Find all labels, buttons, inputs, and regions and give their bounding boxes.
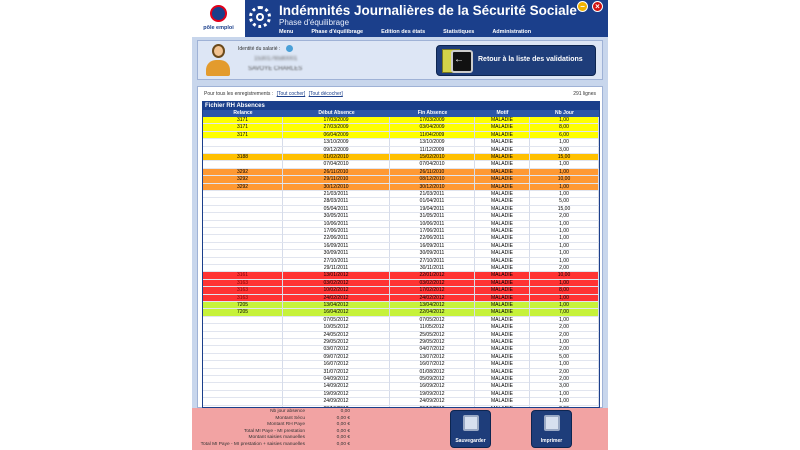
table-row[interactable] [203, 287, 599, 294]
table-row[interactable] [203, 324, 599, 331]
table-cell-relance: 3163 [203, 287, 283, 294]
table-cell-debut: 13/10/2009 [283, 139, 390, 146]
table-cell-relance [203, 265, 283, 272]
table-cell-nb: 6,00 [530, 132, 599, 139]
table-cell-relance [203, 206, 283, 213]
table-cell-fin: 17/02/2012 [390, 287, 475, 294]
table-row[interactable] [203, 280, 599, 287]
table-cell-debut: 05/04/2011 [283, 206, 390, 213]
table-cell-motif: MALADIE [475, 295, 530, 302]
summary-value: 0,00 € [336, 428, 350, 434]
avatar [206, 44, 230, 77]
table-cell-relance [203, 332, 283, 339]
table-cell-motif: MALADIE [475, 332, 530, 339]
table-row[interactable] [203, 243, 599, 250]
table-cell-motif: MALADIE [475, 117, 530, 124]
app-title: Indémnités Journalières de la Sécurité Sociale [279, 3, 577, 18]
table-cell-relance [203, 339, 283, 346]
table-cell-debut: 10/02/2012 [283, 287, 390, 294]
table-cell-nb: 1,00 [530, 139, 599, 146]
back-to-validations-button[interactable]: ← Retour à la liste des validations [436, 45, 596, 76]
table-cell-debut: 07/04/2010 [283, 161, 390, 168]
gear-icon [249, 6, 271, 28]
table-row[interactable] [203, 332, 599, 339]
table-cell-nb: 2,00 [530, 332, 599, 339]
selection-links [204, 91, 343, 97]
floppy-disk-icon [463, 415, 479, 431]
print-button-label: Imprimer [540, 438, 563, 444]
table-cell-motif: MALADIE [475, 132, 530, 139]
table-cell-nb: 1,00 [530, 235, 599, 242]
menu-item-phase-equilibrage[interactable]: Phase d'équilibrage [311, 29, 364, 35]
table-cell-motif: MALADIE [475, 354, 530, 361]
logo-text: pôle emploi [203, 25, 234, 31]
table-cell-nb: 1,00 [530, 228, 599, 235]
table-cell-debut: 29/11/2011 [283, 265, 390, 272]
table-cell-nb: 2,00 [530, 346, 599, 353]
table-cell-motif: MALADIE [475, 324, 530, 331]
table-cell-debut: 29/05/2012 [283, 339, 390, 346]
table-cell-fin: 13/10/2009 [390, 139, 475, 146]
table-cell-relance [203, 235, 283, 242]
table-cell-relance: 3188 [203, 154, 283, 161]
table-row[interactable] [203, 176, 599, 183]
table-cell-motif: MALADIE [475, 147, 530, 154]
table-cell-nb: 1,00 [530, 169, 599, 176]
table-cell-fin: 31/05/2011 [390, 213, 475, 220]
table-cell-nb: 2,00 [530, 369, 599, 376]
table-cell-fin: 22/04/2012 [390, 309, 475, 316]
table-cell-relance: 3292 [203, 169, 283, 176]
table-row[interactable] [203, 154, 599, 161]
table-cell-debut: 03/07/2012 [283, 346, 390, 353]
summary-value: 0,00 € [336, 442, 350, 447]
grid-title: Fichier RH Absences [203, 102, 599, 110]
table-cell-nb: 1,00 [530, 339, 599, 346]
table-cell-motif: MALADIE [475, 383, 530, 390]
table-cell-debut: 24/09/2012 [283, 398, 390, 405]
table-cell-relance [203, 398, 283, 405]
table-cell-motif: MALADIE [475, 258, 530, 265]
column-header-relance[interactable]: Relance [233, 110, 253, 116]
table-cell-debut: 01/02/2010 [283, 154, 390, 161]
table-cell-motif: MALADIE [475, 243, 530, 250]
table-cell-nb: 1,00 [530, 184, 599, 191]
table-row[interactable] [203, 354, 599, 361]
table-cell-relance [203, 213, 283, 220]
table-cell-debut: 24/05/2012 [283, 332, 390, 339]
row-count: 291 lignes [573, 91, 596, 97]
table-cell-fin: 05/09/2012 [390, 376, 475, 383]
table-row[interactable] [203, 117, 599, 124]
table-cell-fin: 24/02/2012 [390, 295, 475, 302]
table-cell-debut: 06/04/2009 [283, 132, 390, 139]
table-cell-nb: 3,00 [530, 147, 599, 154]
table-cell-motif: MALADIE [475, 250, 530, 257]
table-cell-relance [203, 369, 283, 376]
table-cell-motif: MALADIE [475, 169, 530, 176]
table-cell-relance [203, 221, 283, 228]
table-cell-fin: 07/04/2010 [390, 161, 475, 168]
table-cell-debut: 09/12/2009 [283, 147, 390, 154]
table-cell-relance: 3161 [203, 272, 283, 279]
table-cell-debut: 16/07/2012 [283, 361, 390, 368]
app-header [192, 0, 608, 37]
table-cell-relance [203, 376, 283, 383]
summary-value: 0,00 € [336, 435, 350, 441]
table-row[interactable] [203, 198, 599, 205]
table-cell-fin: 30/09/2011 [390, 250, 475, 257]
table-row[interactable] [203, 258, 599, 265]
table-cell-motif: MALADIE [475, 391, 530, 398]
table-row[interactable] [203, 361, 599, 368]
table-row[interactable] [203, 147, 599, 154]
table-cell-relance [203, 147, 283, 154]
printer-icon [544, 415, 560, 431]
table-cell-relance [203, 139, 283, 146]
table-cell-debut: 21/03/2011 [283, 191, 390, 198]
table-cell-fin: 30/11/2011 [390, 265, 475, 272]
selection-prefix: Pour tous les enregistrements : [204, 91, 274, 97]
table-cell-fin: 16/09/2012 [390, 383, 475, 390]
table-cell-nb: 1,00 [530, 161, 599, 168]
table-cell-debut: 10/06/2011 [283, 221, 390, 228]
table-cell-relance [203, 161, 283, 168]
table-cell-debut: 27/03/2009 [283, 124, 390, 131]
table-cell-motif: MALADIE [475, 221, 530, 228]
table-cell-debut: 28/03/2011 [283, 198, 390, 205]
identity-panel [197, 40, 603, 80]
table-cell-nb: 2,00 [530, 376, 599, 383]
summary-label: Nb jour absence [270, 409, 305, 414]
table-row[interactable] [203, 398, 599, 405]
table-cell-nb: 1,00 [530, 391, 599, 398]
table-cell-motif: MALADIE [475, 213, 530, 220]
table-cell-motif: MALADIE [475, 272, 530, 279]
print-button[interactable] [531, 410, 572, 448]
table-row[interactable] [203, 139, 599, 146]
table-cell-nb: 1,00 [530, 280, 599, 287]
table-cell-nb: 1,00 [530, 258, 599, 265]
table-cell-relance: 3171 [203, 124, 283, 131]
table-cell-motif: MALADIE [475, 346, 530, 353]
app-window [192, 0, 608, 450]
table-cell-motif: MALADIE [475, 184, 530, 191]
table-row[interactable] [203, 132, 599, 139]
menu-item-edition-etats[interactable]: Edition des états [381, 29, 426, 35]
table-cell-motif: MALADIE [475, 302, 530, 309]
save-button-label: Sauvegarder [455, 438, 486, 444]
table-cell-fin: 22/06/2011 [390, 235, 475, 242]
table-cell-fin: 16/09/2011 [390, 243, 475, 250]
table-row[interactable] [203, 235, 599, 242]
table-row[interactable] [203, 221, 599, 228]
table-cell-fin: 01/04/2011 [390, 198, 475, 205]
table-cell-fin: 26/11/2010 [390, 169, 475, 176]
table-row[interactable] [203, 309, 599, 316]
table-cell-relance [203, 258, 283, 265]
table-row[interactable] [203, 391, 599, 398]
table-cell-fin: 24/09/2012 [390, 398, 475, 405]
table-cell-nb: 2,00 [530, 213, 599, 220]
summary-label: Montant saisies manuelles [248, 435, 305, 441]
table-cell-debut: 29/11/2010 [283, 176, 390, 183]
table-cell-motif: MALADIE [475, 376, 530, 383]
table-cell-fin: 29/05/2012 [390, 339, 475, 346]
table-cell-relance [203, 317, 283, 324]
table-cell-relance: 3292 [203, 176, 283, 183]
table-cell-motif: MALADIE [475, 161, 530, 168]
table-cell-debut: 31/07/2012 [283, 369, 390, 376]
logo-mark-icon [210, 5, 227, 22]
table-cell-nb: 1,00 [530, 398, 599, 405]
table-row[interactable] [203, 169, 599, 176]
table-cell-fin: 17/06/2011 [390, 228, 475, 235]
table-cell-debut: 24/02/2012 [283, 295, 390, 302]
close-button[interactable]: × [592, 1, 603, 12]
table-row[interactable] [203, 346, 599, 353]
table-row[interactable] [203, 124, 599, 131]
table-cell-relance: 7205 [203, 302, 283, 309]
minimize-button[interactable]: − [577, 1, 588, 12]
table-cell-debut: 14/09/2012 [283, 383, 390, 390]
table-row[interactable] [203, 369, 599, 376]
table-cell-motif: MALADIE [475, 191, 530, 198]
table-cell-fin: 08/12/2010 [390, 176, 475, 183]
table-cell-fin: 11/12/2009 [390, 147, 475, 154]
table-cell-fin: 07/05/2012 [390, 317, 475, 324]
table-row[interactable] [203, 383, 599, 390]
select-all-link[interactable]: [Tout cocher] [276, 91, 306, 97]
table-cell-nb: 10,00 [530, 176, 599, 183]
table-cell-debut: 22/06/2011 [283, 235, 390, 242]
grid-header [203, 110, 599, 117]
table-cell-debut: 03/02/2012 [283, 280, 390, 287]
table-cell-nb: 5,00 [530, 354, 599, 361]
table-cell-debut: 26/11/2010 [283, 169, 390, 176]
table-row[interactable] [203, 339, 599, 346]
table-cell-motif: MALADIE [475, 398, 530, 405]
table-cell-fin: 19/09/2012 [390, 391, 475, 398]
table-cell-debut: 04/09/2012 [283, 376, 390, 383]
table-cell-nb: 1,00 [530, 295, 599, 302]
table-cell-fin: 13/04/2012 [390, 302, 475, 309]
table-cell-relance [203, 346, 283, 353]
table-cell-nb: 7,00 [530, 309, 599, 316]
table-cell-nb: 8,00 [530, 124, 599, 131]
column-header-debut-absence[interactable]: Début Absence [318, 110, 355, 116]
table-row[interactable] [203, 213, 599, 220]
table-cell-fin: 30/12/2010 [390, 184, 475, 191]
table-cell-relance [203, 354, 283, 361]
table-cell-debut: 30/12/2010 [283, 184, 390, 191]
save-button[interactable] [450, 410, 491, 448]
table-cell-relance [203, 383, 283, 390]
table-cell-motif: MALADIE [475, 361, 530, 368]
table-cell-relance: 3163 [203, 280, 283, 287]
table-cell-nb: 3,00 [530, 383, 599, 390]
table-cell-relance [203, 191, 283, 198]
table-cell-fin: 27/10/2011 [390, 258, 475, 265]
table-cell-fin: 11/04/2009 [390, 132, 475, 139]
column-header-fin-absence[interactable]: Fin Absence [417, 110, 448, 116]
table-cell-fin: 16/07/2012 [390, 361, 475, 368]
table-cell-nb: 1,00 [530, 221, 599, 228]
table-cell-debut: 17/06/2011 [283, 228, 390, 235]
table-cell-relance: 3163 [203, 295, 283, 302]
table-row[interactable] [203, 228, 599, 235]
table-row[interactable] [203, 376, 599, 383]
table-cell-nb: 8,00 [530, 287, 599, 294]
table-cell-nb: 1,00 [530, 317, 599, 324]
identity-label: Identité du salarié : [238, 46, 281, 52]
table-cell-debut: 30/09/2011 [283, 250, 390, 257]
summary-label: Montant RH Paye [267, 422, 305, 428]
table-cell-debut: 07/05/2012 [283, 317, 390, 324]
table-cell-fin: 10/06/2011 [390, 221, 475, 228]
pole-emploi-logo [192, 0, 245, 37]
table-cell-debut: 13/01/2012 [283, 272, 390, 279]
table-cell-fin: 15/02/2010 [390, 154, 475, 161]
table-cell-motif: MALADIE [475, 309, 530, 316]
table-cell-motif: MALADIE [475, 228, 530, 235]
table-cell-relance [203, 198, 283, 205]
table-row[interactable] [203, 184, 599, 191]
table-cell-motif: MALADIE [475, 176, 530, 183]
table-cell-relance [203, 250, 283, 257]
menu-item-menu[interactable]: Menu [279, 29, 294, 35]
deselect-all-link[interactable]: [Tout décocher] [308, 91, 343, 97]
table-cell-relance [203, 361, 283, 368]
table-cell-motif: MALADIE [475, 339, 530, 346]
table-cell-nb: 15,00 [530, 154, 599, 161]
menu-bar [279, 28, 549, 37]
table-cell-motif: MALADIE [475, 317, 530, 324]
table-cell-fin: 11/05/2012 [390, 324, 475, 331]
table-cell-nb: 1,00 [530, 250, 599, 257]
table-cell-motif: MALADIE [475, 287, 530, 294]
table-cell-debut: 27/10/2011 [283, 258, 390, 265]
table-row[interactable] [203, 317, 599, 324]
table-cell-fin: 22/01/2012 [390, 272, 475, 279]
table-cell-motif: MALADIE [475, 198, 530, 205]
table-cell-fin: 19/04/2011 [390, 206, 475, 213]
table-cell-relance [203, 228, 283, 235]
table-cell-relance: 7205 [203, 309, 283, 316]
summary-value: 0,00 € [336, 415, 350, 421]
table-cell-motif: MALADIE [475, 154, 530, 161]
table-cell-relance: 3171 [203, 132, 283, 139]
table-cell-motif: MALADIE [475, 206, 530, 213]
summary-value: 0,00 [340, 409, 350, 414]
summary-label: Total MI Paye - MI prestation [243, 428, 305, 434]
menu-item-administration[interactable]: Administration [492, 29, 532, 35]
table-cell-fin: 01/08/2012 [390, 369, 475, 376]
employee-name: SAVOYE CHARLES [248, 66, 303, 72]
table-cell-nb: 2,00 [530, 324, 599, 331]
absences-grid [202, 101, 600, 408]
table-cell-motif: MALADIE [475, 265, 530, 272]
table-cell-motif: MALADIE [475, 124, 530, 131]
table-cell-nb: 2,00 [530, 265, 599, 272]
content-panel [197, 86, 603, 408]
table-cell-nb: 1,00 [530, 117, 599, 124]
app-subtitle: Phase d'équilibrage [279, 18, 350, 27]
table-cell-fin: 03/04/2009 [390, 124, 475, 131]
table-cell-debut: 16/04/2012 [283, 309, 390, 316]
table-cell-motif: MALADIE [475, 369, 530, 376]
table-row[interactable] [203, 161, 599, 168]
table-cell-relance: 3292 [203, 184, 283, 191]
table-cell-debut: 13/04/2012 [283, 302, 390, 309]
table-cell-relance: 3171 [203, 117, 283, 124]
table-cell-debut: 30/05/2011 [283, 213, 390, 220]
table-cell-fin: 04/07/2012 [390, 346, 475, 353]
summary-label: Total MI Paye - MI prestation + saisies manuelles [200, 442, 305, 447]
table-cell-nb: 5,00 [530, 198, 599, 205]
table-row[interactable] [203, 272, 599, 279]
summary-value: 0,00 € [336, 422, 350, 428]
table-cell-debut: 19/09/2012 [283, 391, 390, 398]
table-cell-fin: 17/03/2009 [390, 117, 475, 124]
table-cell-relance [203, 324, 283, 331]
employee-number: 1530176580001 [254, 56, 298, 62]
table-row[interactable] [203, 265, 599, 272]
table-cell-nb: 10,00 [530, 272, 599, 279]
table-cell-nb: 1,00 [530, 302, 599, 309]
table-cell-debut: 16/09/2011 [283, 243, 390, 250]
column-header-motif[interactable]: Motif [496, 110, 509, 116]
table-row[interactable] [203, 250, 599, 257]
table-row[interactable] [203, 191, 599, 198]
table-cell-nb: 1,00 [530, 191, 599, 198]
table-cell-fin: 21/03/2011 [390, 191, 475, 198]
info-badge-icon [286, 45, 293, 52]
table-cell-nb: 1,00 [530, 361, 599, 368]
table-cell-debut: 17/03/2009 [283, 117, 390, 124]
table-cell-fin: 13/07/2012 [390, 354, 475, 361]
menu-item-statistiques[interactable]: Statistiques [443, 29, 475, 35]
table-cell-nb: 1,00 [530, 243, 599, 250]
table-cell-debut: 10/05/2012 [283, 324, 390, 331]
table-row[interactable] [203, 302, 599, 309]
table-cell-motif: MALADIE [475, 139, 530, 146]
table-cell-nb: 15,00 [530, 206, 599, 213]
footer-panel [192, 408, 608, 450]
table-cell-debut: 09/07/2012 [283, 354, 390, 361]
table-cell-relance [203, 391, 283, 398]
summary-label: Montant Sécu [275, 415, 305, 421]
table-row[interactable] [203, 206, 599, 213]
table-cell-fin: 25/05/2012 [390, 332, 475, 339]
table-cell-motif: MALADIE [475, 235, 530, 242]
table-cell-fin: 03/02/2012 [390, 280, 475, 287]
table-row[interactable] [203, 295, 599, 302]
column-header-nb-jour[interactable]: Nb Jour [555, 110, 574, 116]
table-cell-relance [203, 243, 283, 250]
back-button-label: Retour à la liste des validations [478, 56, 583, 63]
table-cell-motif: MALADIE [475, 280, 530, 287]
